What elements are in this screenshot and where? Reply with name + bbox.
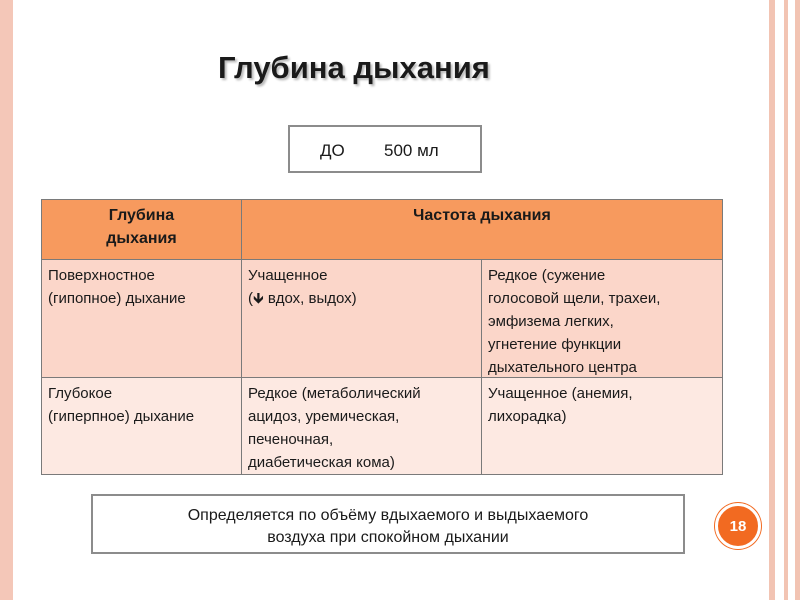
row-type-cell: Глубокое (гиперпное) дыхание — [42, 378, 242, 475]
row-rare-cell: Учащенное (анемия, лихорадка) — [482, 378, 723, 475]
left-decorative-edge — [0, 0, 13, 600]
right-decorative-stripe — [795, 0, 800, 600]
header-frequency: Частота дыхания — [242, 200, 723, 260]
definition-note-text: Определяется по объёму вдыхаемого и выдыхаемого воздуха при спокойном дыхании — [187, 507, 589, 546]
header-depth: Глубина дыхания — [42, 200, 242, 260]
row-type-cell: Поверхностное (гипопное) дыхание — [42, 260, 242, 378]
page-number-badge: 18 — [715, 503, 761, 549]
right-decorative-stripe — [784, 0, 788, 600]
volume-value: 500 мл — [384, 141, 439, 160]
definition-note — [91, 494, 685, 554]
breathing-depth-table — [41, 199, 723, 475]
slide-title: Глубина дыхания — [218, 50, 490, 85]
table-row — [42, 260, 723, 378]
volume-box — [288, 125, 482, 173]
table-row — [42, 378, 723, 475]
volume-label: ДО — [320, 141, 345, 160]
table-header-row — [42, 200, 723, 260]
row-frequent-cell: Учащенное (🡻 вдох, выдох) — [242, 260, 482, 378]
row-frequent-cell: Редкое (метаболический ацидоз, уремическая, печеночная, диабетическая кома) — [242, 378, 482, 475]
right-decorative-stripe — [769, 0, 775, 600]
row-rare-cell: Редкое (сужение голосовой щели, трахеи, эмфизема легких, угнетение функции дыхательного центра — [482, 260, 723, 378]
